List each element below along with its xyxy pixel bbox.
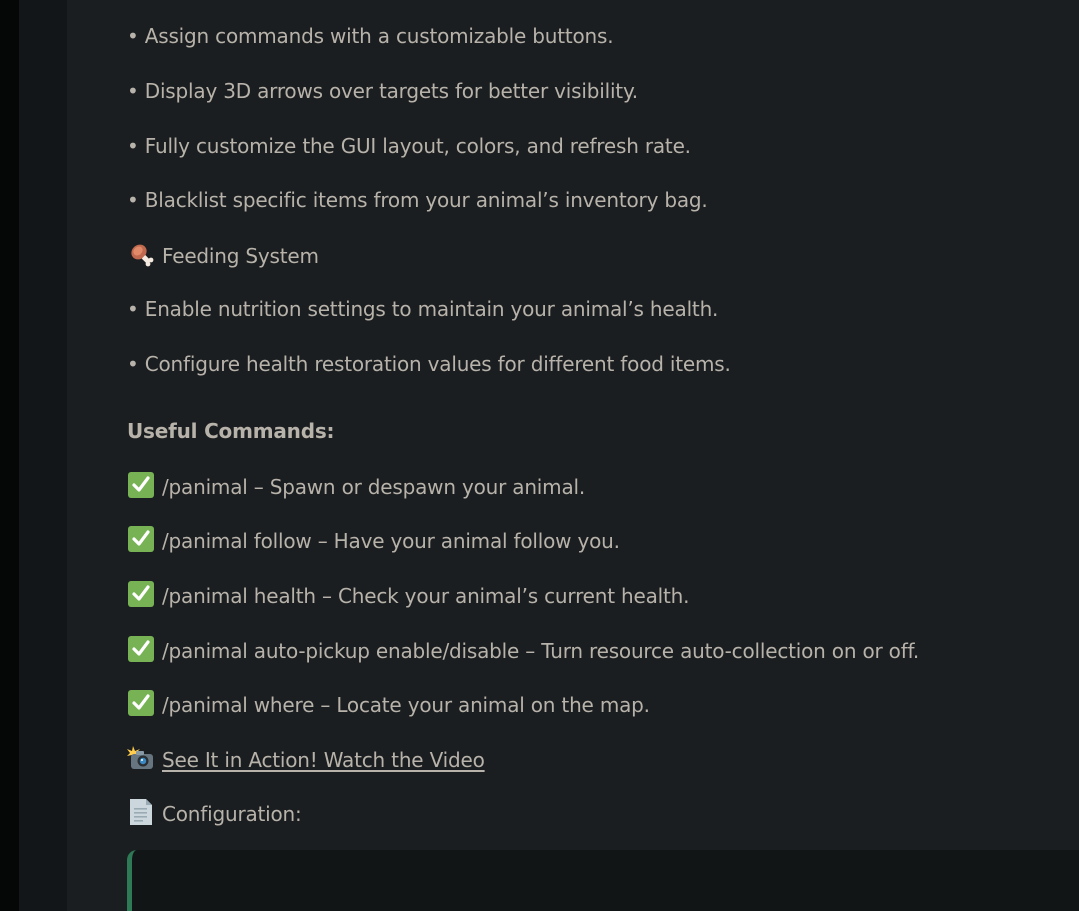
configuration-heading [127, 798, 302, 828]
check-mark-icon [127, 471, 155, 499]
command-item [127, 471, 585, 501]
feature-item: • Blacklist specific items from your animal’s inventory bag. [127, 188, 708, 212]
sidebar-gutter [19, 0, 67, 911]
command-item [127, 525, 620, 555]
command-item [127, 635, 919, 665]
command-text: /panimal auto-pickup enable/disable – Turn resource auto-collection on or off. [162, 639, 920, 663]
check-mark-icon [127, 635, 155, 663]
code-block[interactable] [127, 850, 1079, 911]
command-text: /panimal health – Check your animal’s current health. [162, 584, 690, 608]
feeding-system-title: Feeding System [162, 244, 319, 268]
command-text: /panimal follow – Have your animal follow you. [162, 529, 620, 553]
video-link-row [127, 744, 485, 774]
sidebar-edge [0, 0, 19, 911]
feature-item: • Assign commands with a customizable buttons. [127, 24, 614, 48]
watch-video-link[interactable]: See It in Action! Watch the Video [162, 748, 485, 772]
feeding-system-heading [127, 240, 319, 270]
check-mark-icon [127, 689, 155, 717]
command-item [127, 580, 689, 610]
feeding-item: • Configure health restoration values for different food items. [127, 352, 731, 376]
feeding-item: • Enable nutrition settings to maintain your animal’s health. [127, 297, 719, 321]
commands-heading: Useful Commands: [127, 419, 335, 443]
command-item [127, 689, 650, 719]
check-mark-icon [127, 580, 155, 608]
page-icon [127, 798, 155, 826]
command-text: /panimal where – Locate your animal on the map. [162, 693, 650, 717]
feature-item: • Fully customize the GUI layout, colors, and refresh rate. [127, 134, 691, 158]
check-mark-icon [127, 525, 155, 553]
camera-flash-icon [127, 744, 155, 772]
command-text: /panimal – Spawn or despawn your animal. [162, 475, 586, 499]
configuration-label: Configuration: [162, 802, 302, 826]
meat-on-bone-icon [127, 240, 155, 268]
feature-item: • Display 3D arrows over targets for better visibility. [127, 79, 638, 103]
